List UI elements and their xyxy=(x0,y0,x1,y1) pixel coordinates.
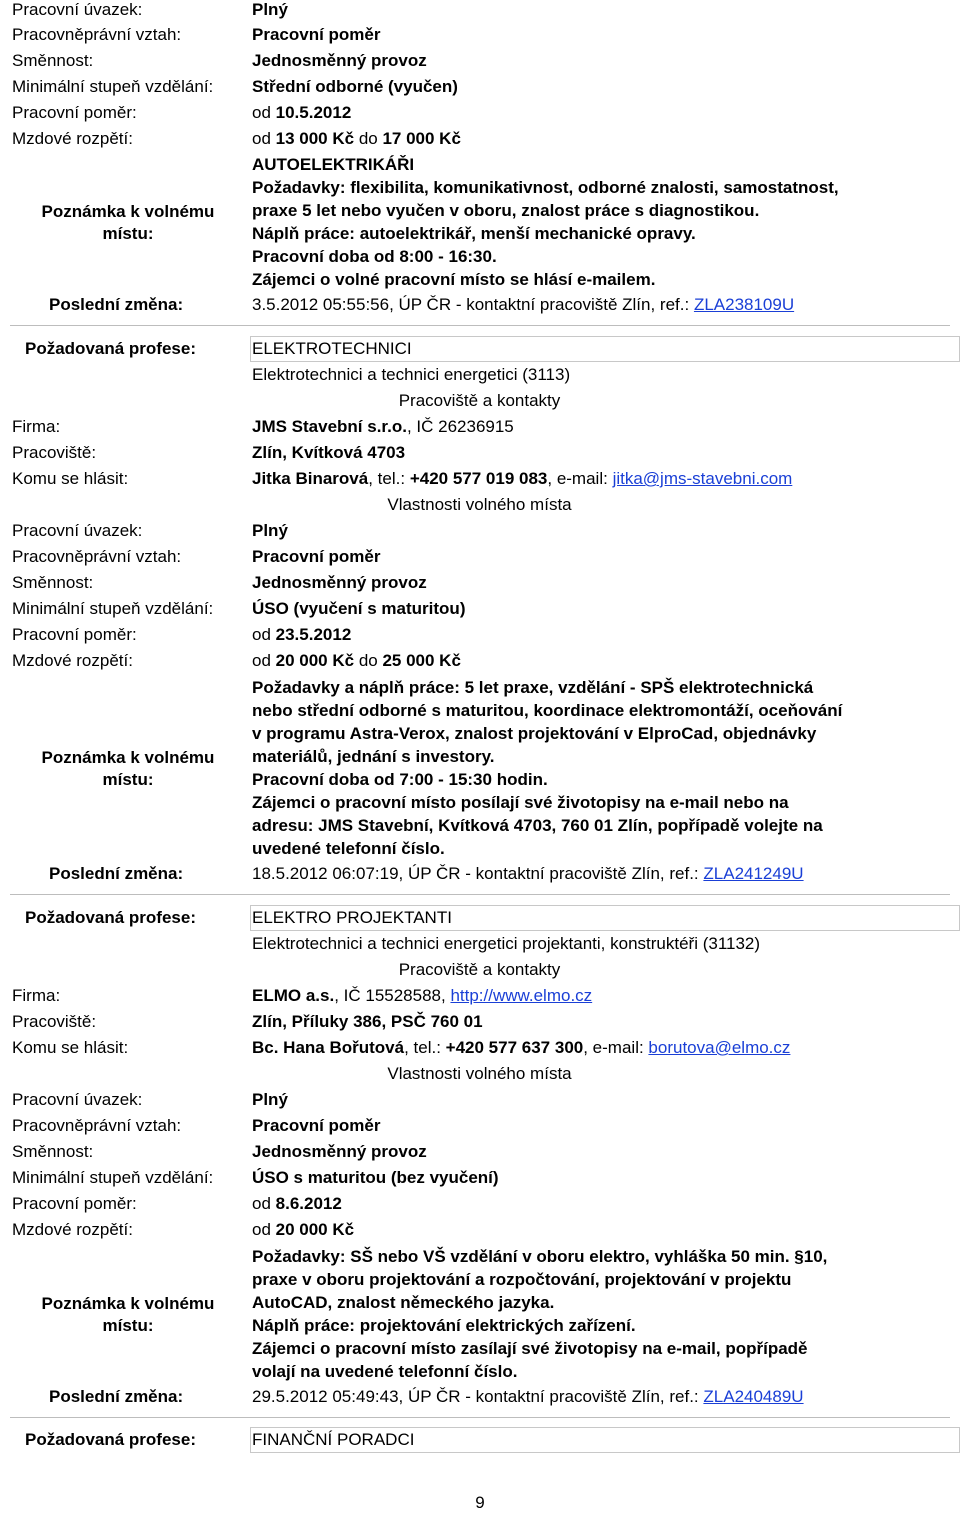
job2-last-change: 18.5.2012 06:07:19, ÚP ČR - kontaktní pracoviště Zlín, ref.: ZLA241249U xyxy=(252,864,804,883)
job2-contact: Jitka Binarová, tel.: +420 577 019 083, e-mail: jitka@jms-stavebni.com xyxy=(252,469,793,488)
job3-note-line: AutoCAD, znalost německého jazyka. xyxy=(252,1293,555,1312)
job1-note-line: Náplň práce: autoelektrikář, menší mechanické opravy. xyxy=(252,224,696,243)
job1-note-line: AUTOELEKTRIKÁŘI xyxy=(252,155,415,174)
label-profession: Požadovaná profese: xyxy=(25,908,196,927)
job2-ref-link[interactable]: ZLA241249U xyxy=(703,864,804,883)
label-employment-from: Pracovní poměr: xyxy=(12,103,137,122)
job2-shift: Jednosměnný provoz xyxy=(252,573,427,592)
workplace-contacts-heading: Pracoviště a kontakty xyxy=(398,960,561,979)
job1-work-load: Plný xyxy=(252,0,288,19)
job3-contact: Bc. Hana Bořutová, tel.: +420 577 637 300, e-mail: borutova@elmo.cz xyxy=(252,1038,791,1057)
job1-ref-link[interactable]: ZLA238109U xyxy=(693,295,795,314)
label-education: Minimální stupeň vzdělání: xyxy=(12,77,214,96)
job1-education: Střední odborné (vyučen) xyxy=(252,77,458,96)
label-note: Poznámka k volnému místu: xyxy=(41,748,215,789)
job2-legal-relation: Pracovní poměr xyxy=(252,547,381,566)
label-legal-relation: Pracovněprávní vztah: xyxy=(12,1116,182,1135)
job3-web-link[interactable]: http://www.elmo.cz xyxy=(450,986,593,1005)
job2-note-line: materiálů, jednání s investory. xyxy=(252,747,495,766)
label-work-load: Pracovní úvazek: xyxy=(12,521,143,540)
job3-ref-link[interactable]: ZLA240489U xyxy=(703,1387,804,1406)
job3-company: ELMO a.s., IČ 15528588, http://www.elmo.cz xyxy=(252,986,593,1005)
job2-note-line: v programu Astra-Verox, znalost projektování v ElproCad, objednávky xyxy=(252,724,817,743)
job3-email-link[interactable]: borutova@elmo.cz xyxy=(648,1038,791,1057)
job1-employment-from: od 10.5.2012 xyxy=(252,103,352,122)
label-contact-person: Komu se hlásit: xyxy=(12,469,129,488)
job3-shift: Jednosměnný provoz xyxy=(252,1142,427,1161)
job3-note-line: Zájemci o pracovní místo zasílají své životopisy na e-mail, popřípadě xyxy=(252,1339,808,1358)
job2-note-line: Požadavky a náplň práce: 5 let praxe, vzdělání - SPŠ elektrotechnická xyxy=(252,678,814,697)
label-company: Firma: xyxy=(12,417,61,436)
job1-last-change: 3.5.2012 05:55:56, ÚP ČR - kontaktní pracoviště Zlín, ref.: ZLA238109U xyxy=(252,295,795,314)
label-employment-from: Pracovní poměr: xyxy=(12,625,137,644)
job1-legal-relation: Pracovní poměr xyxy=(252,25,381,44)
label-last-change: Poslední změna: xyxy=(49,295,184,314)
job3-work-load: Plný xyxy=(252,1090,288,1109)
job2-profession-detail: Elektrotechnici a technici energetici (3113) xyxy=(252,365,571,384)
job2-note-line: Zájemci o pracovní místo posílají své životopisy na e-mail nebo na xyxy=(252,793,789,812)
label-legal-relation: Pracovněprávní vztah: xyxy=(12,547,182,566)
job3-note-line: Náplň práce: projektování elektrických zařízení. xyxy=(252,1316,636,1335)
job2-note-line: uvedené telefonní číslo. xyxy=(252,839,445,858)
label-company: Firma: xyxy=(12,986,61,1005)
job2-company: JMS Stavební s.r.o., IČ 26236915 xyxy=(252,417,514,436)
job2-salary: od 20 000 Kč do 25 000 Kč xyxy=(252,651,461,670)
properties-heading: Vlastnosti volného místa xyxy=(387,1064,572,1083)
label-salary: Mzdové rozpětí: xyxy=(12,1220,133,1239)
label-education: Minimální stupeň vzdělání: xyxy=(12,599,214,618)
job2-profession: ELEKTROTECHNICI xyxy=(252,339,412,358)
job2-employment-from: od 23.5.2012 xyxy=(252,625,352,644)
label-workplace: Pracoviště: xyxy=(12,1012,97,1031)
label-shift: Směnnost: xyxy=(12,51,94,70)
job1-note-line: Zájemci o volné pracovní místo se hlásí e-mailem. xyxy=(252,270,656,289)
job3-last-change: 29.5.2012 05:49:43, ÚP ČR - kontaktní pracoviště Zlín, ref.: ZLA240489U xyxy=(252,1387,804,1406)
label-note: Poznámka k volnému místu: xyxy=(41,1294,215,1335)
label-legal-relation: Pracovněprávní vztah: xyxy=(12,25,182,44)
label-shift: Směnnost: xyxy=(12,1142,94,1161)
job3-note-line: volají na uvedené telefonní číslo. xyxy=(252,1362,518,1381)
job3-profession: ELEKTRO PROJEKTANTI xyxy=(252,908,452,927)
label-contact-person: Komu se hlásit: xyxy=(12,1038,129,1057)
job1-note-line: Požadavky: flexibilita, komunikativnost, odborné znalosti, samostatnost, xyxy=(252,178,839,197)
job2-note-line: adresu: JMS Stavební, Kvítková 4703, 760 01 Zlín, popřípadě volejte na xyxy=(252,816,823,835)
label-shift: Směnnost: xyxy=(12,573,94,592)
job3-profession-detail: Elektrotechnici a technici energetici projektanti, konstruktéři (31132) xyxy=(252,934,761,953)
job1-shift: Jednosměnný provoz xyxy=(252,51,427,70)
label-education: Minimální stupeň vzdělání: xyxy=(12,1168,214,1187)
label-profession: Požadovaná profese: xyxy=(25,1430,196,1449)
job2-work-load: Plný xyxy=(252,521,288,540)
job4-profession: FINANČNÍ PORADCI xyxy=(252,1430,415,1449)
label-profession: Požadovaná profese: xyxy=(25,339,196,358)
job3-note-line: praxe v oboru projektování a rozpočtování, projektování v projektu xyxy=(252,1270,792,1289)
label-work-load: Pracovní úvazek: xyxy=(12,0,143,19)
workplace-contacts-heading: Pracoviště a kontakty xyxy=(398,391,561,410)
properties-heading: Vlastnosti volného místa xyxy=(387,495,572,514)
label-work-load: Pracovní úvazek: xyxy=(12,1090,143,1109)
label-salary: Mzdové rozpětí: xyxy=(12,651,133,670)
job2-workplace: Zlín, Kvítková 4703 xyxy=(252,443,406,462)
job1-note-line: praxe 5 let nebo vyučen v oboru, znalost práce s diagnostikou. xyxy=(252,201,760,220)
job3-employment-from: od 8.6.2012 xyxy=(252,1194,342,1213)
job3-workplace: Zlín, Příluky 386, PSČ 760 01 xyxy=(252,1012,483,1031)
job3-salary: od 20 000 Kč xyxy=(252,1220,355,1239)
job2-note-line: Pracovní doba od 7:00 - 15:30 hodin. xyxy=(252,770,548,789)
section-divider xyxy=(10,325,950,326)
label-salary: Mzdové rozpětí: xyxy=(12,129,133,148)
label-workplace: Pracoviště: xyxy=(12,443,97,462)
page-number: 9 xyxy=(475,1493,485,1512)
job2-email-link[interactable]: jitka@jms-stavebni.com xyxy=(612,469,793,488)
job1-salary: od 13 000 Kč do 17 000 Kč xyxy=(252,129,461,148)
job2-education: ÚSO (vyučení s maturitou) xyxy=(252,599,466,618)
section-divider xyxy=(10,894,950,895)
label-last-change: Poslední změna: xyxy=(49,1387,184,1406)
job3-education: ÚSO s maturitou (bez vyučení) xyxy=(252,1168,499,1187)
label-note: Poznámka k volnému místu: xyxy=(41,202,215,243)
label-last-change: Poslední změna: xyxy=(49,864,184,883)
job1-note-line: Pracovní doba od 8:00 - 16:30. xyxy=(252,247,497,266)
section-divider xyxy=(10,1417,950,1418)
job2-note-line: nebo střední odborné s maturitou, koordinace elektromontáží, oceňování xyxy=(252,701,843,720)
label-employment-from: Pracovní poměr: xyxy=(12,1194,137,1213)
job3-note-line: Požadavky: SŠ nebo VŠ vzdělání v oboru elektro, vyhláška 50 min. §10, xyxy=(252,1247,828,1266)
job3-legal-relation: Pracovní poměr xyxy=(252,1116,381,1135)
